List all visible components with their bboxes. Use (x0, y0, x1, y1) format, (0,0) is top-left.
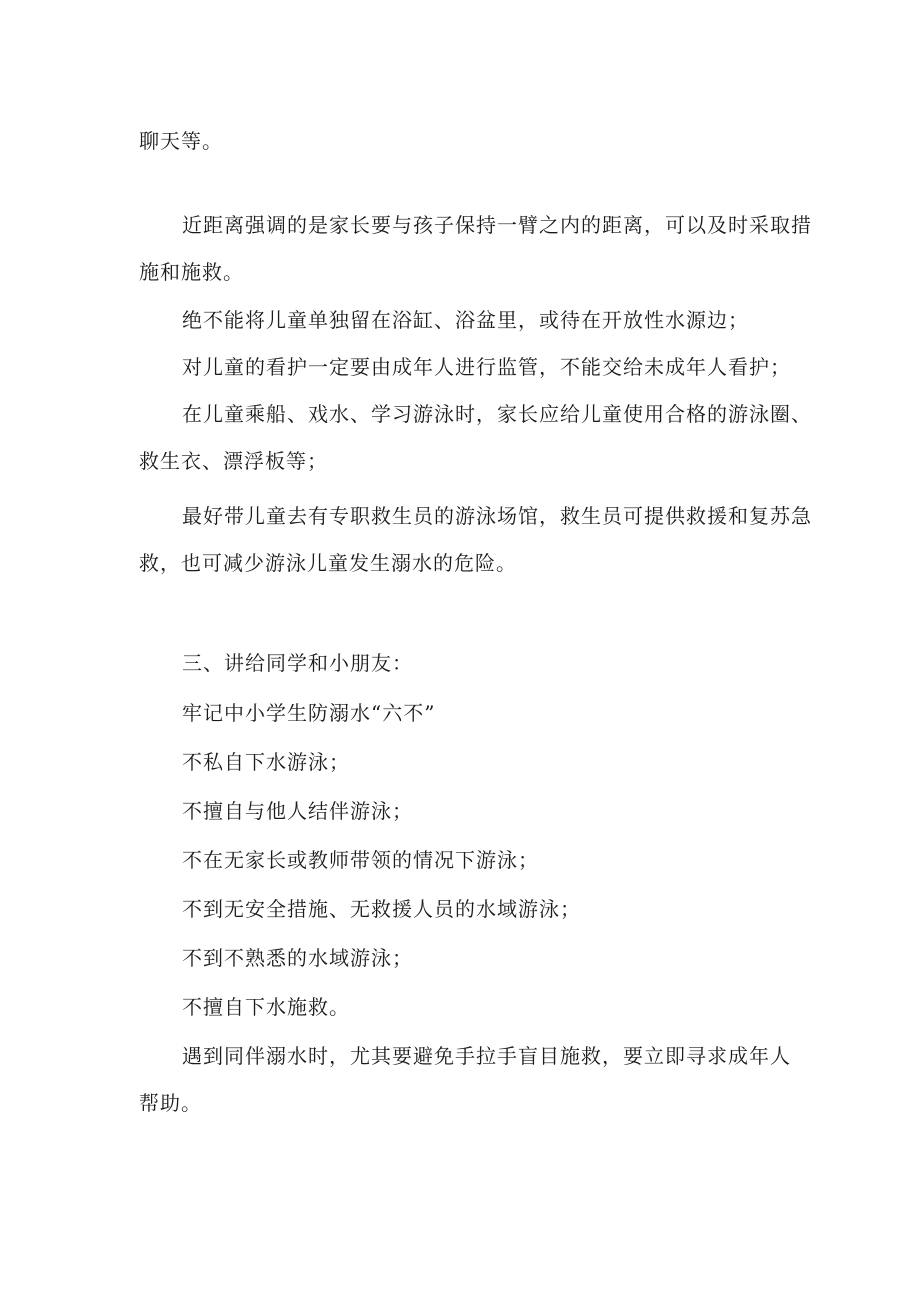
paragraph-bathtub (139, 297, 789, 344)
text-line: 绝不能将儿童单独留在浴缸、浴盆里，或待在开放性水源边； (182, 308, 749, 332)
text-line: 遇到同伴溺水时，尤其要避免手拉手盲目施救，要立即寻求成年人 (182, 1044, 791, 1068)
text-line: 帮助。 (139, 1091, 202, 1115)
paragraph-close-distance (139, 202, 812, 296)
paragraph-lifeguard (139, 493, 812, 587)
text-line: 施和施救。 (139, 260, 244, 284)
section-heading (139, 640, 789, 687)
text-line: 救生衣、漂浮板等； (139, 449, 328, 473)
text-line: 救，也可减少游泳儿童发生溺水的危险。 (139, 551, 517, 575)
text-line: 在儿童乘船、戏水、学习游泳时，家长应给儿童使用合格的游泳圈、 (182, 402, 812, 426)
paragraph-supervision (139, 344, 789, 391)
text-line: 不私自下水游泳； (182, 750, 350, 774)
rule-item-3 (139, 837, 789, 884)
text-line: 近距离强调的是家长要与孩子保持一臂之内的距离，可以及时采取措 (182, 213, 812, 237)
text-line: 不擅自与他人结伴游泳； (182, 799, 413, 823)
rule-item-6 (139, 984, 789, 1031)
text-line: 不到不熟悉的水域游泳； (182, 946, 413, 970)
text-line: 最好带儿童去有专职救生员的游泳场馆，救生员可提供救援和复苏急 (182, 504, 812, 528)
text-line: 对儿童的看护一定要由成年人进行监管，不能交给未成年人看护； (182, 355, 791, 379)
text-line: 不擅自下水施救。 (182, 995, 350, 1019)
paragraph-companion-drowning (139, 1033, 789, 1127)
paragraph-six-rules-title (139, 690, 789, 737)
text-line: 三、讲给同学和小朋友： (182, 651, 413, 675)
paragraph-equipment (139, 391, 812, 485)
text-line: 不到无安全措施、无救援人员的水域游泳； (182, 897, 581, 921)
rule-item-2 (139, 788, 789, 835)
paragraph-continuation (139, 118, 789, 165)
text-line: 不在无家长或教师带领的情况下游泳； (182, 848, 539, 872)
text-line: 聊天等。 (139, 129, 223, 153)
text-line: 牢记中小学生防溺水“六不” (182, 701, 436, 725)
rule-item-5 (139, 935, 789, 982)
rule-item-1 (139, 739, 789, 786)
rule-item-4 (139, 886, 789, 933)
